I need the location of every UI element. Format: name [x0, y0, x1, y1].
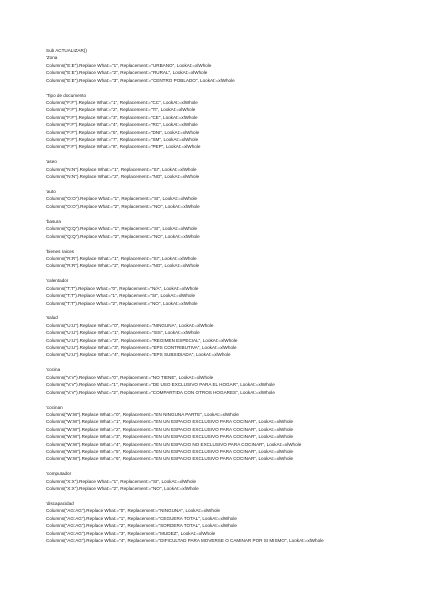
code-line: Columns("R:R").Replace What:="2", Replacement:="NO", LookAt:=xlWhole	[46, 263, 200, 269]
blank-line	[46, 463, 416, 471]
code-line: Columns("E:E").Replace What:="2", Replacement:="RURAL", LookAt:=xlWhole	[46, 70, 208, 76]
code-line: 'cocina	[46, 367, 61, 373]
code-line: 'Zona	[46, 55, 58, 61]
code-line: Columns("AG:AG").Replace What:="1", Replacement:="CEGUERA TOTAL", LookAt:=xlWhole	[46, 515, 237, 521]
code-line: Columns("N:N").Replace What:="2", Replacement:="NO", LookAt:=xlWhole	[46, 174, 200, 180]
blank-line	[46, 151, 416, 159]
code-line: Columns("AG:AG").Replace What:="2", Replacement:="SORDERA TOTAL", LookAt:=xlWhole	[46, 523, 237, 529]
blank-line	[46, 492, 416, 500]
code-line: Columns("F:F").Replace What:="4", Replacement:="RC", LookAt:=xlWhole	[46, 122, 198, 128]
blank-line	[46, 307, 416, 315]
code-line: Columns("F:F").Replace What:="1", Replacement:="CC", LookAt:=xlWhole	[46, 99, 198, 105]
code-line: Columns("F:F").Replace What:="2", Replacement:="TI", LookAt:=xlWhole	[46, 107, 196, 113]
code-line: Columns("AG:AG").Replace What:="4", Replacement:="DIFICULTAD PARA MOVERSE O CAMINAR POR SI MISMO", LookAt:=xlWhole	[46, 538, 324, 544]
code-line: Columns("U:U").Replace What:="1", Replacement:="ISS", LookAt:=xlWhole	[46, 330, 200, 336]
blank-line	[46, 180, 416, 188]
code-line: 'auto	[46, 189, 56, 195]
code-line: Columns("E:E").Replace What:="1", Replacement:="URBANO", LookAt:=xlWhole	[46, 62, 212, 68]
code-line: Columns("X:X").Replace What:="1", Replacement:="SI", LookAt:=xlWhole	[46, 478, 197, 484]
code-line: 'calentador	[46, 278, 69, 284]
code-line: Columns("E:E").Replace What:="3", Replacement:="CENTRO POBLADO", LookAt:=xlWhole	[46, 77, 235, 83]
code-line: Columns("F:F").Replace What:="7", Replacement:="SM", LookAt:=xlWhole	[46, 136, 199, 142]
code-line: Columns("T:T").Replace What:="1", Replacement:="SI", LookAt:=xlWhole	[46, 293, 196, 299]
code-line: Columns("Q:Q").Replace What:="2", Replacement:="NO", LookAt:=xlWhole	[46, 233, 200, 239]
blank-line	[46, 210, 416, 218]
blank-line	[46, 240, 416, 248]
code-line: 'Tipo de documento	[46, 92, 87, 98]
code-line: Columns("T:T").Replace What:="2", Replacement:="NO", LookAt:=xlWhole	[46, 300, 198, 306]
blank-line	[46, 359, 416, 367]
code-line: Columns("AG:AG").Replace What:="0", Replacement:="NINGUNA", LookAt:=xlWhole	[46, 508, 221, 514]
code-line: Columns("R:R").Replace What:="1", Replacement:="SI", LookAt:=xlWhole	[46, 255, 197, 261]
code-line: Columns("F:F").Replace What:="3", Replacement:="CE", LookAt:=xlWhole	[46, 114, 198, 120]
code-line: Columns("Q:Q").Replace What:="1", Replacement:="SI", LookAt:=xlWhole	[46, 226, 198, 232]
code-line: Columns("X:X").Replace What:="2", Replacement:="NO", LookAt:=xlWhole	[46, 486, 199, 492]
code-line: Columns("V:V").Replace What:="1", Replacement:="DE USO EXCLUSIVO PARA EL HOGAR", LookAt:=xlWhole	[46, 382, 275, 388]
code-line: Columns("W:W").Replace What:="2", Replacement:="EN UN ESPACIO EXCLUSIVO PARA COCINAR", LookAt:=xlWhole	[46, 426, 294, 432]
code-line: 'aseo	[46, 159, 57, 165]
code-line: Columns("U:U").Replace What:="0", Replacement:="NINGUNA", LookAt:=xlWhole	[46, 322, 214, 328]
code-line: 'cocinan	[46, 404, 63, 410]
code-line: Columns("V:V").Replace What:="2", Replacement:="COMPARTIDA CON OTROS HOGARES", LookAt:=xlWhole	[46, 389, 275, 395]
code-line: Columns("W:W").Replace What:="3", Replacement:="EN UN ESPACIO EXCLUSIVO PARA COCINAR", LookAt:=xlWhole	[46, 434, 294, 440]
blank-line	[46, 270, 416, 278]
code-line: Columns("T:T").Replace What:="0", Replacement:="N/A", LookAt:=xlWhole	[46, 285, 199, 291]
code-line: Columns("U:U").Replace What:="4", Replacement:="EPS SUBSIDIADA", LookAt:=xlWhole	[46, 352, 231, 358]
code-line: Columns("W:W").Replace What:="4", Replacement:="EN UN ESPACIO NO EXCLUSIVO PARA COCINAR", LookAt:=xlWhole	[46, 441, 302, 447]
code-line: Columns("F:F").Replace What:="8", Replacement:="PEP", LookAt:=xlWhole	[46, 144, 201, 150]
blank-line	[46, 396, 416, 404]
code-line: 'basura	[46, 218, 61, 224]
code-line: 'discapacidad	[46, 501, 74, 507]
code-line: Columns("W:W").Replace What:="6", Replacement:="EN UN ESPACIO EXCLUSIVO PARA COCINAR", LookAt:=xlWhole	[46, 456, 294, 462]
vba-code-block	[46, 47, 416, 544]
code-line: Columns("W:W").Replace What:="5", Replacement:="EN UN ESPACIO EXCLUSIVO PARA COCINAR", LookAt:=xlWhole	[46, 448, 294, 454]
code-line: 'bienes raices	[46, 248, 74, 254]
code-line: Sub ACTUALIZAR()	[46, 48, 87, 53]
blank-line	[46, 84, 416, 92]
code-line: Columns("W:W").Replace What:="1", Replacement:="EN UN ESPACIO EXCLUSIVO PARA COCINAR", LookAt:=xlWhole	[46, 419, 294, 425]
code-line: Columns("V:V").Replace What:="0", Replacement:="NO TIENE", LookAt:=xlWhole	[46, 374, 214, 380]
code-line: 'computador	[46, 471, 72, 477]
code-line: Columns("N:N").Replace What:="1", Replacement:="SI", LookAt:=xlWhole	[46, 166, 197, 172]
code-line: Columns("F:F").Replace What:="5", Replacement:="DNI", LookAt:=xlWhole	[46, 129, 200, 135]
code-line: Columns("U:U").Replace What:="2", Replacement:="REGIMEN ESPECIAL", LookAt:=xlWhole	[46, 337, 238, 343]
code-line: Columns("O:O").Replace What:="1", Replacement:="SI", LookAt:=xlWhole	[46, 196, 198, 202]
code-line: 'salud	[46, 315, 58, 321]
code-line: Columns("AG:AG").Replace What:="3", Replacement:="MUDEZ", LookAt:=xlWhole	[46, 530, 216, 536]
code-line: Columns("W:W").Replace What:="0", Replacement:="EN NINGUNA PARTE", LookAt:=xlWhole	[46, 411, 239, 417]
code-line: Columns("O:O").Replace What:="2", Replacement:="NO", LookAt:=xlWhole	[46, 203, 200, 209]
code-line: Columns("U:U").Replace What:="3", Replacement:="EPS CONTRIBUTIVA", LookAt:=xlWhole	[46, 345, 237, 351]
